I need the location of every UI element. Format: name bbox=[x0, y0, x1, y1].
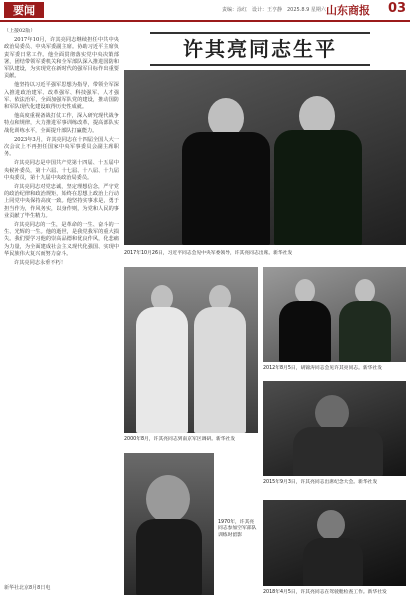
person-figure bbox=[339, 301, 391, 362]
person-head bbox=[355, 279, 375, 303]
person-figure bbox=[293, 427, 383, 476]
photo-2 bbox=[124, 267, 258, 433]
page-header bbox=[0, 0, 410, 20]
page-number: 03 bbox=[388, 1, 407, 16]
person-figure bbox=[182, 132, 270, 245]
photo-3 bbox=[263, 267, 406, 362]
photo-caption: 2015年9月3日，许其亮同志出席纪念大会。新华社发 bbox=[263, 480, 378, 485]
person-figure bbox=[279, 301, 331, 362]
photo-caption: 2017年10月26日，习近平同志会见中央军委领导，许其亮同志出席。新华社发 bbox=[124, 251, 293, 256]
person-head bbox=[295, 279, 315, 303]
newspaper-name: 山东商报 bbox=[326, 4, 370, 17]
paragraph: 他高度重视备战打仗工作，深入研究现代战争特点和规律，大力推进军事训练改革，提高部队实战化训练水平，全面提升部队打赢能力。 bbox=[4, 113, 119, 134]
photo-caption: 2000年8月，许其亮同志到南京军区调研。新华社发 bbox=[124, 437, 236, 442]
header-meta: 责编：涂红 设计：王亨静 2025.8.9 星期六 bbox=[222, 7, 326, 13]
person-figure bbox=[136, 519, 202, 595]
paragraph: 许其亮同志的一生，是革命的一生、奋斗的一生、光辉的一生。他的逝世，是我党我军的重大损失。我们要学习他的崇高品德和优良作风，化悲痛为力量，为全面建成社会主义现代化强国、实现中华民族伟大复兴而努力奋斗。 bbox=[4, 222, 119, 257]
paragraph: 2017年10月，许其亮同志继续担任中共中央政治局委员、中央军委副主席。协助习近平主席负责军委日常工作。他全面贯彻落实党中央决策部署，团结带领军委机关和全军部队深入推进国防和军队建设，为实现党在新时代的强军目标作出重要贡献。 bbox=[4, 37, 119, 80]
photo-caption: 1970年，许其亮同志参加空军部队训练时留影 bbox=[218, 520, 257, 538]
person-head bbox=[317, 510, 345, 540]
byline: （上接02版） bbox=[4, 28, 36, 34]
header-rule bbox=[0, 20, 410, 22]
photo-4 bbox=[263, 381, 406, 476]
section-label: 要闻 bbox=[4, 2, 44, 18]
article-title-box bbox=[150, 32, 370, 66]
paragraph: 许其亮同志是中国共产党第十四届、十五届中央候补委员，第十六届、十七届、十八届、十九届中央委员，第十九届中央政治局委员。 bbox=[4, 160, 119, 181]
paragraph: 他坚持以习近平强军思想为指导，带领全军深入推进政治建军、改革强军、科技强军、人才强军、依法治军，全面加强军队党的建设，推动国防和军队现代化建设取得历史性成就。 bbox=[4, 82, 119, 111]
photo-5 bbox=[124, 453, 214, 595]
paragraph: 许其亮同志永垂不朽！ bbox=[14, 260, 66, 267]
person-figure bbox=[136, 307, 188, 433]
photo-1 bbox=[124, 70, 406, 245]
person-head bbox=[146, 475, 190, 523]
photo-caption: 2012年8月5日，胡锦涛同志会见许其亮同志。新华社发 bbox=[263, 366, 383, 371]
paragraph: 许其亮同志对党忠诚，坚定理想信念，严守党的政治纪律和政治规矩，始终在思想上政治上行动上同党中央保持高度一致。他坚持实事求是，勇于担当作为，作风务实，以身作则，为党和人民的事业贡献了毕生精力。 bbox=[4, 184, 119, 219]
person-head bbox=[315, 395, 349, 431]
article-title: 许其亮同志生平 bbox=[183, 37, 337, 61]
paragraph: 2023年3月，许其亮同志在十四届全国人大一次会议上不再担任国家中央军事委员会副主席职务。 bbox=[4, 136, 119, 158]
person-figure bbox=[194, 307, 246, 433]
article-footer: 新华社北京8月8日电 bbox=[4, 585, 51, 591]
person-figure bbox=[303, 538, 363, 586]
article-body bbox=[4, 28, 119, 568]
photo-caption: 2018年4月5日，许其亮同志在驾驶舱检查工作。新华社发 bbox=[263, 590, 387, 595]
person-figure bbox=[274, 130, 362, 245]
photo-6 bbox=[263, 500, 406, 586]
